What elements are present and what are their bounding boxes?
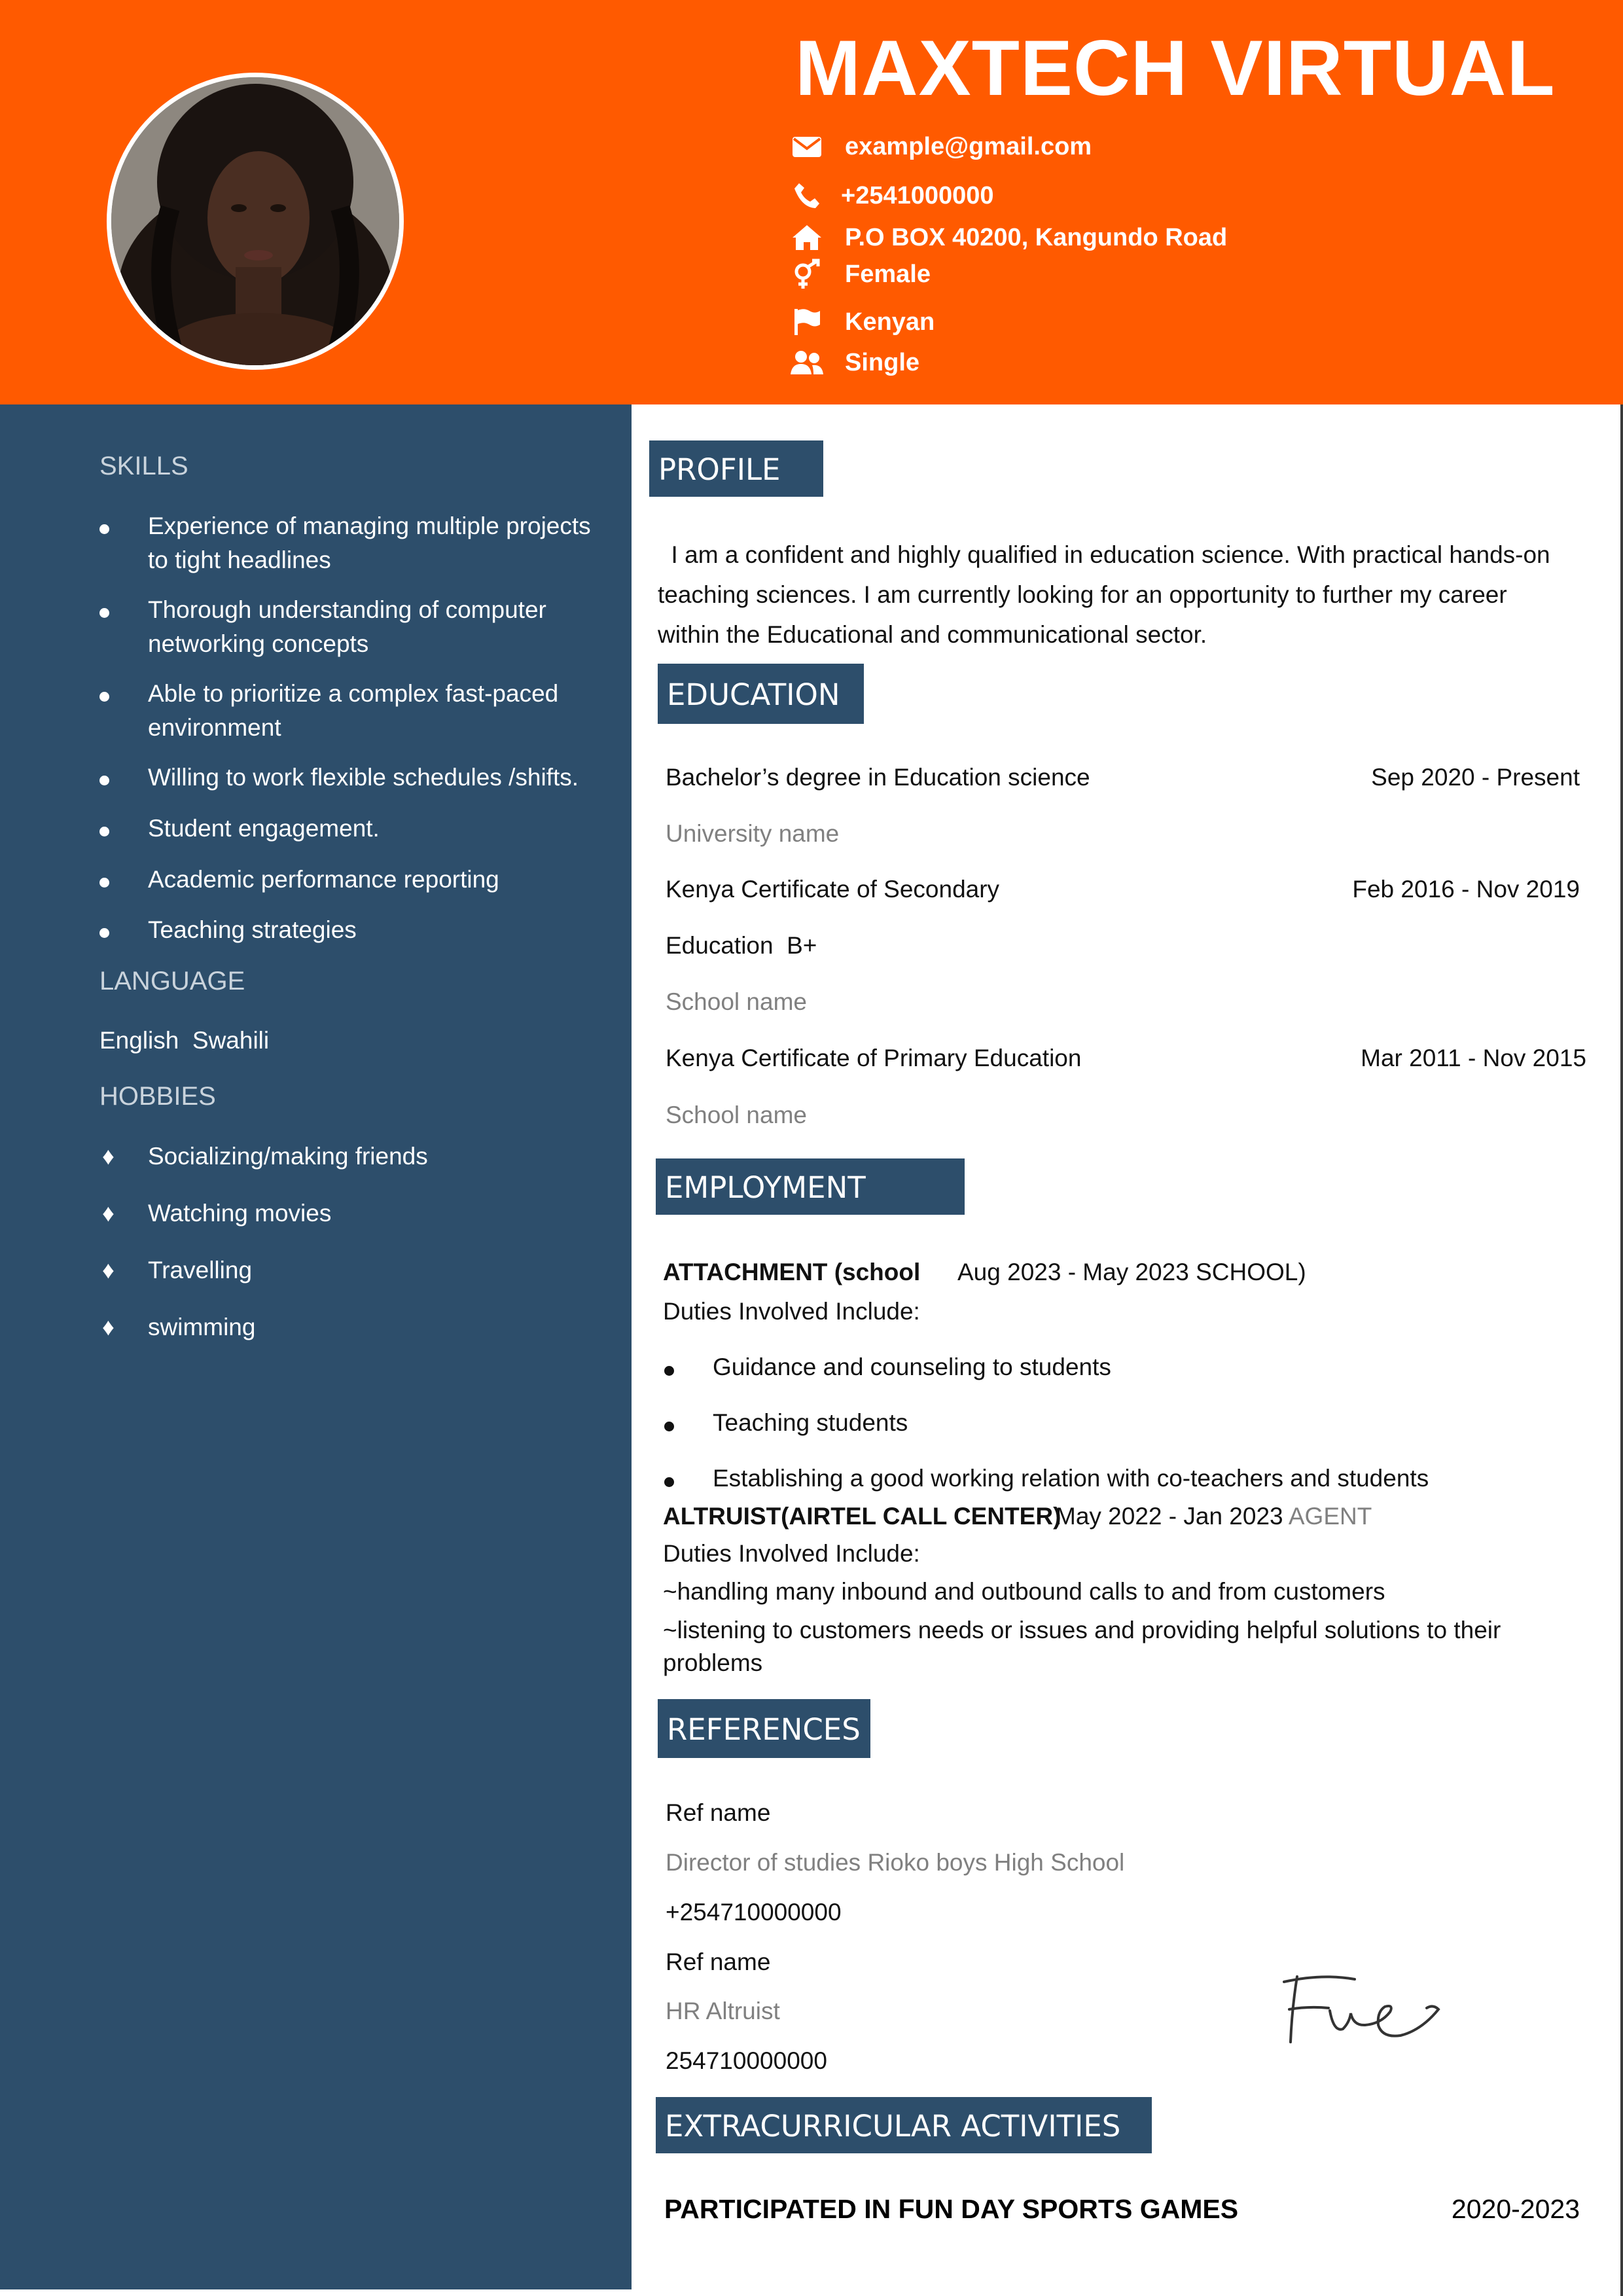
ref-phone: 254710000000 [666,2047,827,2074]
bullet-icon [99,827,109,836]
hobby-item: ♦ Socializing/making friends [99,1139,616,1174]
duty-line: ~listening to customers needs or issues and providing helpful solutions to their [663,1617,1501,1643]
phone-text: +2541000000 [841,181,994,209]
diamond-bullet-icon: ♦ [102,1257,115,1283]
bullet-icon [99,524,109,534]
bullet-icon [664,1477,674,1487]
contact-phone [789,175,994,217]
portrait-image [111,77,399,365]
duty-item: Establishing a good working relation with co-teachers and students [663,1465,1429,1492]
bullet-icon [664,1422,674,1431]
page-right-border [1620,404,1623,2296]
ref-role: HR Altruist [666,1998,780,2024]
extracurricular-heading: EXTRACURRICULAR ACTIVITIES [656,2097,1152,2153]
ref-name: Ref name [666,1799,771,1826]
degree-title: Kenya Certificate of Primary Education [666,1045,1082,1071]
gender-icon [789,256,825,293]
skill-item: Able to prioritize a complex fast-paced environment [99,677,616,745]
phone-icon [789,177,825,214]
contact-nationality [789,301,935,343]
languages-text: English Swahili [99,1027,270,1054]
duty-line: ~handling many inbound and outbound calls to and from customers [663,1578,1385,1605]
duty-item: Guidance and counseling to students [663,1354,1111,1381]
degree-dates: Feb 2016 - Nov 2019 [1352,876,1580,903]
school-name: School name [666,988,807,1015]
education-heading: EDUCATION [658,664,864,724]
hobbies-heading: HOBBIES [99,1082,216,1111]
language-heading: LANGUAGE [99,967,245,996]
skill-item: Teaching strategies [99,913,616,947]
contact-gender [789,253,931,295]
skills-heading: SKILLS [99,452,188,480]
hobby-item: ♦ Travelling [99,1253,616,1287]
gender-text: Female [845,260,931,288]
job-role: AGENT [1288,1503,1372,1530]
duty-line: problems [663,1649,763,1676]
activity-text: PARTICIPATED IN FUN DAY SPORTS GAMES [664,2194,1239,2224]
ref-name: Ref name [666,1948,771,1975]
bullet-icon [664,1366,674,1376]
hobby-item: ♦ Watching movies [99,1196,616,1230]
skill-item: Willing to work flexible schedules /shifts. [99,761,616,795]
candidate-name: MAXTECH VIRTUAL [795,24,1556,112]
flag-icon [789,304,825,340]
bullet-icon [99,692,109,702]
profile-line: teaching sciences. I am currently looking for an opportunity to further my career [658,581,1507,608]
marital-status-text: Single [845,348,920,376]
diamond-bullet-icon: ♦ [102,1200,115,1227]
job-dates: Aug 2023 - May 2023 SCHOOL) [957,1259,1306,1285]
bullet-icon [99,776,109,785]
ref-role: Director of studies Rioko boys High School [666,1849,1125,1876]
degree-grade: Education B+ [666,932,817,959]
references-heading: REFERENCES [658,1699,870,1758]
signature [1283,1970,1446,2049]
skill-item: Student engagement. [99,812,616,846]
contact-address [789,217,1227,259]
bullet-icon [99,878,109,888]
job-company: ALTRUIST(AIRTEL CALL CENTER) [663,1503,1061,1530]
address-text: P.O BOX 40200, Kangundo Road [845,223,1228,251]
skill-item: Academic performance reporting [99,863,616,897]
profile-line: I am a confident and highly qualified in education science. With practical hands-on [658,541,1550,568]
duties-label: Duties Involved Include: [663,1298,920,1325]
duties-label: Duties Involved Include: [663,1540,920,1567]
users-icon [789,344,825,381]
job-dates: May 2022 - Jan 2023 AGENT [1056,1503,1372,1530]
school-name: School name [666,1102,807,1128]
bullet-icon [99,608,109,618]
email-text: example@gmail.com [845,132,1092,160]
school-name: University name [666,820,840,847]
envelope-icon [789,128,825,165]
duty-item: Teaching students [663,1409,908,1437]
contact-email [789,126,1092,168]
degree-dates: Sep 2020 - Present [1371,764,1580,791]
diamond-bullet-icon: ♦ [102,1314,115,1340]
profile-line: within the Educational and communicational sector. [658,621,1207,648]
degree-title: Bachelor’s degree in Education science [666,764,1090,791]
diamond-bullet-icon: ♦ [102,1143,115,1170]
hobby-item: ♦ swimming [99,1310,616,1344]
skill-item: Experience of managing multiple projects to tight headlines [99,509,616,577]
home-icon [789,219,825,256]
degree-dates: Mar 2011 - Nov 2015 [1361,1045,1586,1071]
employment-heading: EMPLOYMENT [656,1158,965,1215]
nationality-text: Kenyan [845,308,935,336]
ref-phone: +254710000000 [666,1899,842,1926]
degree-title: Kenya Certificate of Secondary [666,876,1000,903]
contact-marital-status [789,342,919,384]
bullet-icon [99,928,109,938]
profile-heading: PROFILE [649,440,823,497]
activity-years: 2020-2023 [1451,2194,1580,2224]
skill-item: Thorough understanding of computer networking concepts [99,593,616,661]
job-company: ATTACHMENT (school [663,1259,921,1285]
profile-photo [107,73,404,370]
